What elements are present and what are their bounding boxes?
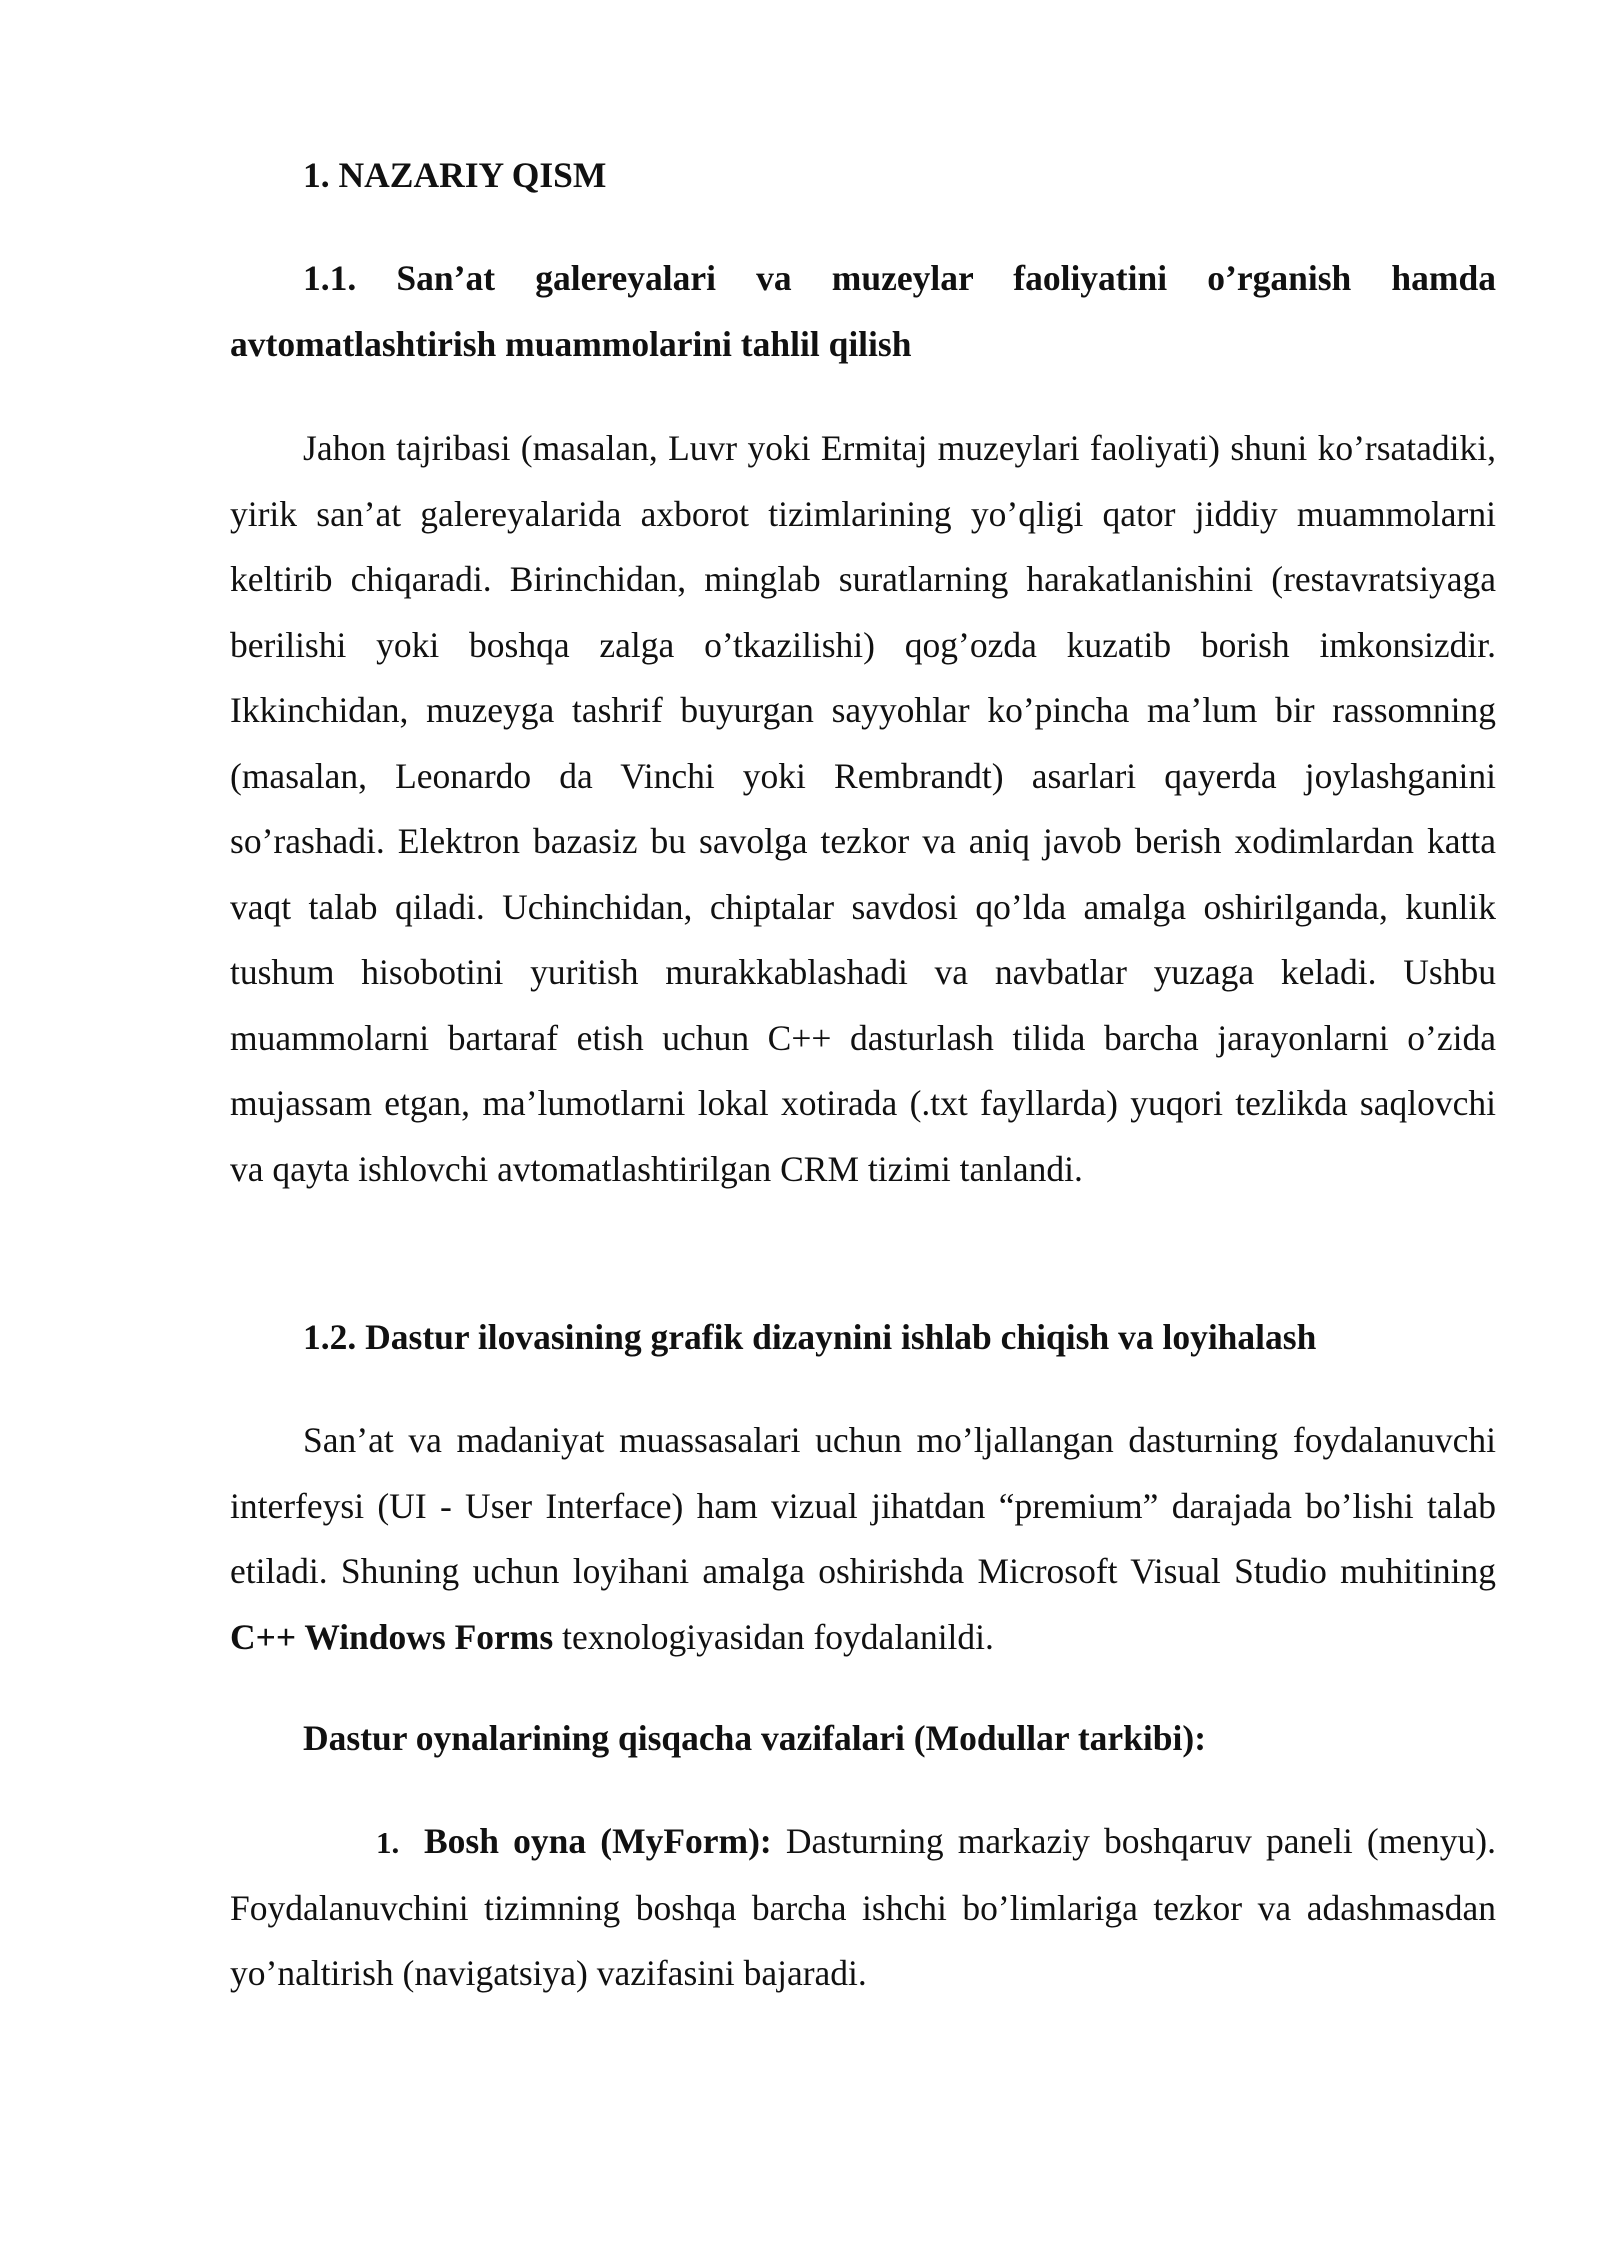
module-list-item: 1. Bosh oyna (MyForm): Dasturning markaziy boshqaruv paneli (menyu). Foydalanuvchini tizimning boshqa barcha ishchi bo’limlariga tezkor va adashmasdan yo’naltirish (navigatsiya) vazifasini bajaradi.	[230, 1821, 1496, 1993]
paragraph-text-after: texnologiyasidan foydalanildi.	[553, 1616, 994, 1657]
section-1-1-paragraph: Jahon tajribasi (masalan, Luvr yoki Ermitaj muzeylari faoliyati) shuni ko’rsatadiki, yirik san’at galereyalarida axborot tizimlarining yo’qligi qator jiddiy muammolarni keltirib chiqaradi. Birinchidan, minglab suratlarning harakatlanishini (restavratsiyaga berilishi yoki boshqa zalga o’tkazilishi) qog’ozda kuzatib borish imkonsizdir. Ikkinchidan, muzeyga tashrif buyurgan sayyohlar ko’pincha ma’lum bir rassomning (masalan, Leonardo da Vinchi yoki Rembrandt) asarlari qayerda joylashganini so’rashadi. Elektron bazasiz bu savolga tezkor va aniq javob berish xodimlardan katta vaqt talab qiladi. Uchinchidan, chiptalar savdosi qo’lda amalga oshirilganda, kunlik tushum hisobotini yuritish murakkablashadi va navbatlar yuzaga keladi. Ushbu muammolarni bartaraf etish uchun C++ dasturlash tilida barcha jarayonlarni o’zida mujassam etgan, ma’lumotlarni lokal xotirada (.txt fayllarda) yuqori tezlikda saqlovchi va qayta ishlovchi avtomatlashtirilgan CRM tizimi tanlandi.	[230, 428, 1496, 1189]
section-1-1-heading: 1.1. San’at galereyalari va muzeylar faoliyatini o’rganish hamda avtomatlashtirish muammolarini tahlil qilish	[230, 258, 1496, 364]
section-1-2-heading: 1.2. Dastur ilovasining grafik dizaynini ishlab chiqish va loyihalash	[303, 1317, 1317, 1357]
paragraph-text-before: San’at va madaniyat muassasalari uchun mo’ljallangan dasturning foydalanuvchi interfeysi (UI - User Interface) ham vizual jihatdan “premium” darajada bo’lishi talab etiladi. Shuning uchun loyihani amalga oshirishda Microsoft Visual Studio muhitining	[230, 1420, 1496, 1591]
modules-heading: Dastur oynalarining qisqacha vazifalari (Modullar tarkibi):	[303, 1718, 1207, 1758]
technology-highlight: C++ Windows Forms	[230, 1616, 554, 1657]
list-item-text: Dasturning markaziy boshqaruv paneli (menyu). Foydalanuvchini tizimning boshqa barcha ishchi bo’limlariga tezkor va adashmasdan yo’naltirish (navigatsiya) vazifasini bajaradi.	[230, 1821, 1496, 1993]
section-1-2-paragraph	[230, 1408, 1496, 1670]
chapter-heading: 1. NAZARIY QISM	[303, 155, 607, 195]
list-item-title: Bosh oyna (MyForm):	[424, 1821, 772, 1861]
